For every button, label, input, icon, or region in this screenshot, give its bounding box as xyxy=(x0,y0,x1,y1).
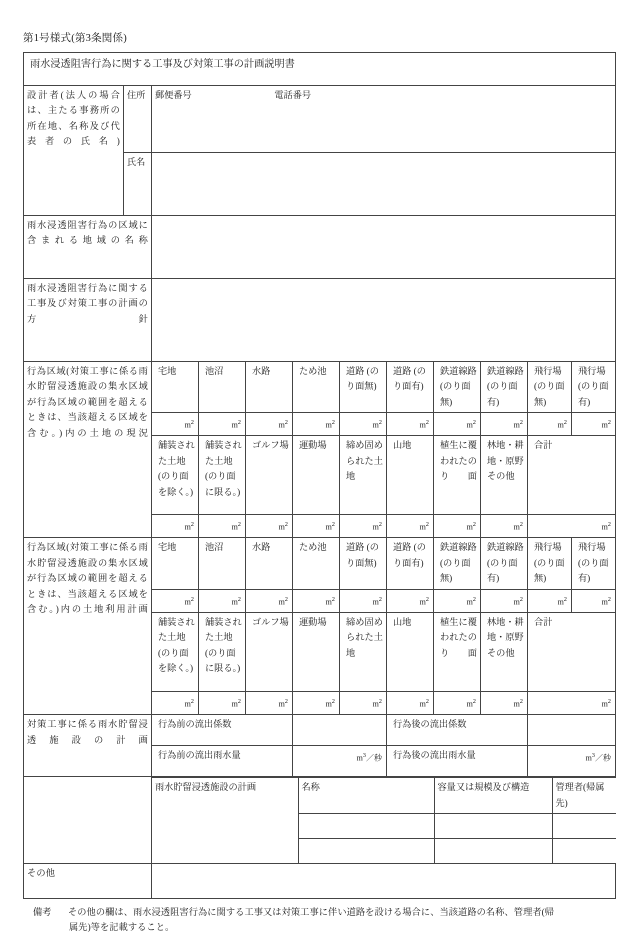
land-value-cell[interactable]: $m^2$ xyxy=(340,515,387,538)
land-value-cell[interactable]: $m^2$ xyxy=(293,691,340,714)
land-value-cell[interactable]: $m^2$ xyxy=(152,413,199,436)
land-header: 締め固められた土地 xyxy=(340,612,387,691)
land-value-cell[interactable]: $m^2$ xyxy=(387,589,434,612)
area-name-value[interactable] xyxy=(152,215,616,278)
land-header: 鉄道線路 (のり面有) xyxy=(481,538,528,590)
facility-coefficient-row xyxy=(24,715,616,746)
facility-plan-label: 対策工事に係る雨水貯留浸透施設の計画 xyxy=(24,715,152,777)
land-value-cell[interactable]: $m^2$ xyxy=(572,589,616,612)
facility-detail-cell[interactable] xyxy=(434,814,552,839)
other-value[interactable] xyxy=(152,864,616,899)
land-header: 舗装された土地 (のり面に限る。) xyxy=(199,612,246,691)
land-header: 道路 (のり面有) xyxy=(387,361,434,413)
land-value-cell[interactable]: $m^2$ xyxy=(152,515,199,538)
land-header: 鉄道線路 (のり面有) xyxy=(481,361,528,413)
coef-before-label: 行為前の流出係数 xyxy=(152,715,293,746)
land-value-cell[interactable]: $m^2$ xyxy=(199,691,246,714)
land-value-cell[interactable]: $m^2$ xyxy=(152,589,199,612)
facility-detail-cell[interactable] xyxy=(552,839,616,864)
land-header: 飛行場 (のり面無) xyxy=(528,361,572,413)
facility-detail-header: 容量又は規模及び構造 xyxy=(434,778,552,814)
policy-value[interactable] xyxy=(152,278,616,361)
facility-detail-header: 名称 xyxy=(298,778,434,814)
title-row xyxy=(24,53,616,86)
land-header: 飛行場 (のり面有) xyxy=(572,361,616,413)
form-title: 雨水浸透阻害行為に関する工事及び対策工事の計画説明書 xyxy=(24,53,616,86)
land-value-cell[interactable]: $m^2$ xyxy=(199,413,246,436)
main-form-table xyxy=(23,52,616,899)
land-value-cell[interactable]: $m^2$ xyxy=(434,691,481,714)
land-value-cell[interactable]: $m^2$ xyxy=(246,515,293,538)
flow-after-value[interactable]: $m^3/$秒 xyxy=(528,746,616,777)
facility-detail-container xyxy=(152,777,616,864)
land-value-cell[interactable]: $m^2$ xyxy=(246,589,293,612)
land-header: 締め固められた土地 xyxy=(340,436,387,515)
land-block-0-header-row-1 xyxy=(24,361,616,413)
land-header: 道路 (のり面有) xyxy=(387,538,434,590)
note-line-1: その他の欄は、雨水浸透阻害行為に関する工事又は対策工事に伴い道路を設ける場合に、当該道路の名称、管理者(帰 xyxy=(67,907,555,918)
land-header: 池沼 xyxy=(199,361,246,413)
land-value-cell[interactable]: $m^2$ xyxy=(528,413,572,436)
land-value-cell[interactable]: $m^2$ xyxy=(434,515,481,538)
land-header: ゴルフ場 xyxy=(246,436,293,515)
land-total-cell[interactable]: $m^2$ xyxy=(528,691,616,714)
land-header: 舗装された土地 (のり面を除く。) xyxy=(152,612,199,691)
land-header-total: 合計 xyxy=(528,436,616,515)
land-header: 植生に覆われたのり面 xyxy=(434,612,481,691)
land-header: 運動場 xyxy=(293,612,340,691)
land-header: 池沼 xyxy=(199,538,246,590)
facility-detail-label: 雨水貯留浸透施設の計画 xyxy=(152,778,298,864)
form-number: 第1号様式(第3条関係) xyxy=(23,33,127,44)
facility-detail-spacer xyxy=(24,777,152,864)
land-value-cell[interactable]: $m^2$ xyxy=(572,413,616,436)
facility-detail-row xyxy=(24,777,616,864)
land-header: ゴルフ場 xyxy=(246,612,293,691)
land-value-cell[interactable]: $m^2$ xyxy=(293,413,340,436)
flow-before-value[interactable]: $m^3/$秒 xyxy=(293,746,387,777)
land-header: 鉄道線路 (のり面無) xyxy=(434,538,481,590)
land-value-cell[interactable]: $m^2$ xyxy=(340,589,387,612)
land-total-cell[interactable]: $m^2$ xyxy=(528,515,616,538)
land-header: ため池 xyxy=(293,538,340,590)
land-value-cell[interactable]: $m^2$ xyxy=(293,515,340,538)
phone-label: 電話番号 xyxy=(274,89,312,100)
land-value-cell[interactable]: $m^2$ xyxy=(481,515,528,538)
land-value-cell[interactable]: $m^2$ xyxy=(434,589,481,612)
designer-name-label: 氏名 xyxy=(124,152,152,215)
coef-before-value[interactable] xyxy=(293,715,387,746)
land-header: 飛行場 (のり面有) xyxy=(572,538,616,590)
coef-after-label: 行為後の流出係数 xyxy=(387,715,528,746)
land-value-cell[interactable]: $m^2$ xyxy=(199,515,246,538)
postal-code-label: 郵便番号 xyxy=(155,89,192,100)
facility-detail-header: 管理者(帰属先) xyxy=(552,778,616,814)
land-value-cell[interactable]: $m^2$ xyxy=(528,589,572,612)
land-value-cell[interactable]: $m^2$ xyxy=(481,589,528,612)
land-header: 植生に覆われたのり面 xyxy=(434,436,481,515)
designer-address-value[interactable] xyxy=(152,85,616,152)
land-header: 舗装された土地 (のり面を除く。) xyxy=(152,436,199,515)
land-value-cell[interactable]: $m^2$ xyxy=(293,589,340,612)
facility-detail-cell[interactable] xyxy=(298,814,434,839)
designer-label: 設計者(法人の場合は、主たる事務所の所在地、名称及び代表者の氏名) xyxy=(24,85,124,215)
other-row xyxy=(24,864,616,899)
land-header: 飛行場 (のり面無) xyxy=(528,538,572,590)
land-header: 舗装された土地 (のり面に限る。) xyxy=(199,436,246,515)
land-header-total: 合計 xyxy=(528,612,616,691)
land-header: 水路 xyxy=(246,361,293,413)
designer-name-value[interactable] xyxy=(152,152,616,215)
policy-label: 雨水浸透阻害行為に関する工事及び対策工事の計画の方針 xyxy=(24,278,152,361)
land-header: 宅地 xyxy=(152,538,199,590)
area-name-row xyxy=(24,215,616,278)
land-value-cell[interactable]: $m^2$ xyxy=(246,413,293,436)
facility-detail-cell[interactable] xyxy=(298,839,434,864)
flow-after-label: 行為後の流出雨水量 xyxy=(387,746,528,777)
land-header: 山地 xyxy=(387,436,434,515)
land-value-cell[interactable]: $m^2$ xyxy=(387,691,434,714)
land-header: ため池 xyxy=(293,361,340,413)
land-block-0-label: 行為区域(対策工事に係る雨水貯留浸透施設の集水区域が行為区域の範囲を超えるときは、当該超える区域を含む。)内の土地の現況 xyxy=(24,361,152,538)
land-header: 道路 (のり面無) xyxy=(340,538,387,590)
land-block-1-header-row-1 xyxy=(24,538,616,590)
note-line-2: 属先)等を記載すること。 xyxy=(69,922,175,933)
area-name-label: 雨水浸透阻害行為の区域に含まれる地域の名称 xyxy=(24,215,152,278)
land-header: 林地・耕地・原野その他 xyxy=(481,612,528,691)
note-head: 備考 xyxy=(33,907,52,918)
other-label: その他 xyxy=(24,864,152,899)
land-header: 水路 xyxy=(246,538,293,590)
designer-address-label: 住所 xyxy=(124,85,152,152)
designer-address-row xyxy=(24,85,616,152)
land-value-cell[interactable]: $m^2$ xyxy=(152,691,199,714)
facility-detail-table xyxy=(152,777,616,863)
policy-row xyxy=(24,278,616,361)
land-value-cell[interactable]: $m^2$ xyxy=(481,413,528,436)
form-note xyxy=(23,905,616,935)
land-value-cell[interactable]: $m^2$ xyxy=(199,589,246,612)
flow-before-label: 行為前の流出雨水量 xyxy=(152,746,293,777)
coef-after-value[interactable] xyxy=(528,715,616,746)
land-value-cell[interactable]: $m^2$ xyxy=(340,691,387,714)
land-value-cell[interactable]: $m^2$ xyxy=(434,413,481,436)
land-header: 宅地 xyxy=(152,361,199,413)
land-header: 鉄道線路 (のり面無) xyxy=(434,361,481,413)
land-header: 林地・耕地・原野その他 xyxy=(481,436,528,515)
land-header: 山地 xyxy=(387,612,434,691)
facility-detail-cell[interactable] xyxy=(552,814,616,839)
land-value-cell[interactable]: $m^2$ xyxy=(340,413,387,436)
facility-detail-cell[interactable] xyxy=(434,839,552,864)
facility-detail-header-row xyxy=(152,778,616,814)
land-value-cell[interactable]: $m^2$ xyxy=(246,691,293,714)
land-value-cell[interactable]: $m^2$ xyxy=(387,515,434,538)
land-value-cell[interactable]: $m^2$ xyxy=(387,413,434,436)
land-header: 道路 (のり面無) xyxy=(340,361,387,413)
land-value-cell[interactable]: $m^2$ xyxy=(481,691,528,714)
land-header: 運動場 xyxy=(293,436,340,515)
land-block-1-label: 行為区域(対策工事に係る雨水貯留浸透施設の集水区域が行為区域の範囲を超えるときは、当該超える区域を含む。)内の土地利用計画 xyxy=(24,538,152,715)
